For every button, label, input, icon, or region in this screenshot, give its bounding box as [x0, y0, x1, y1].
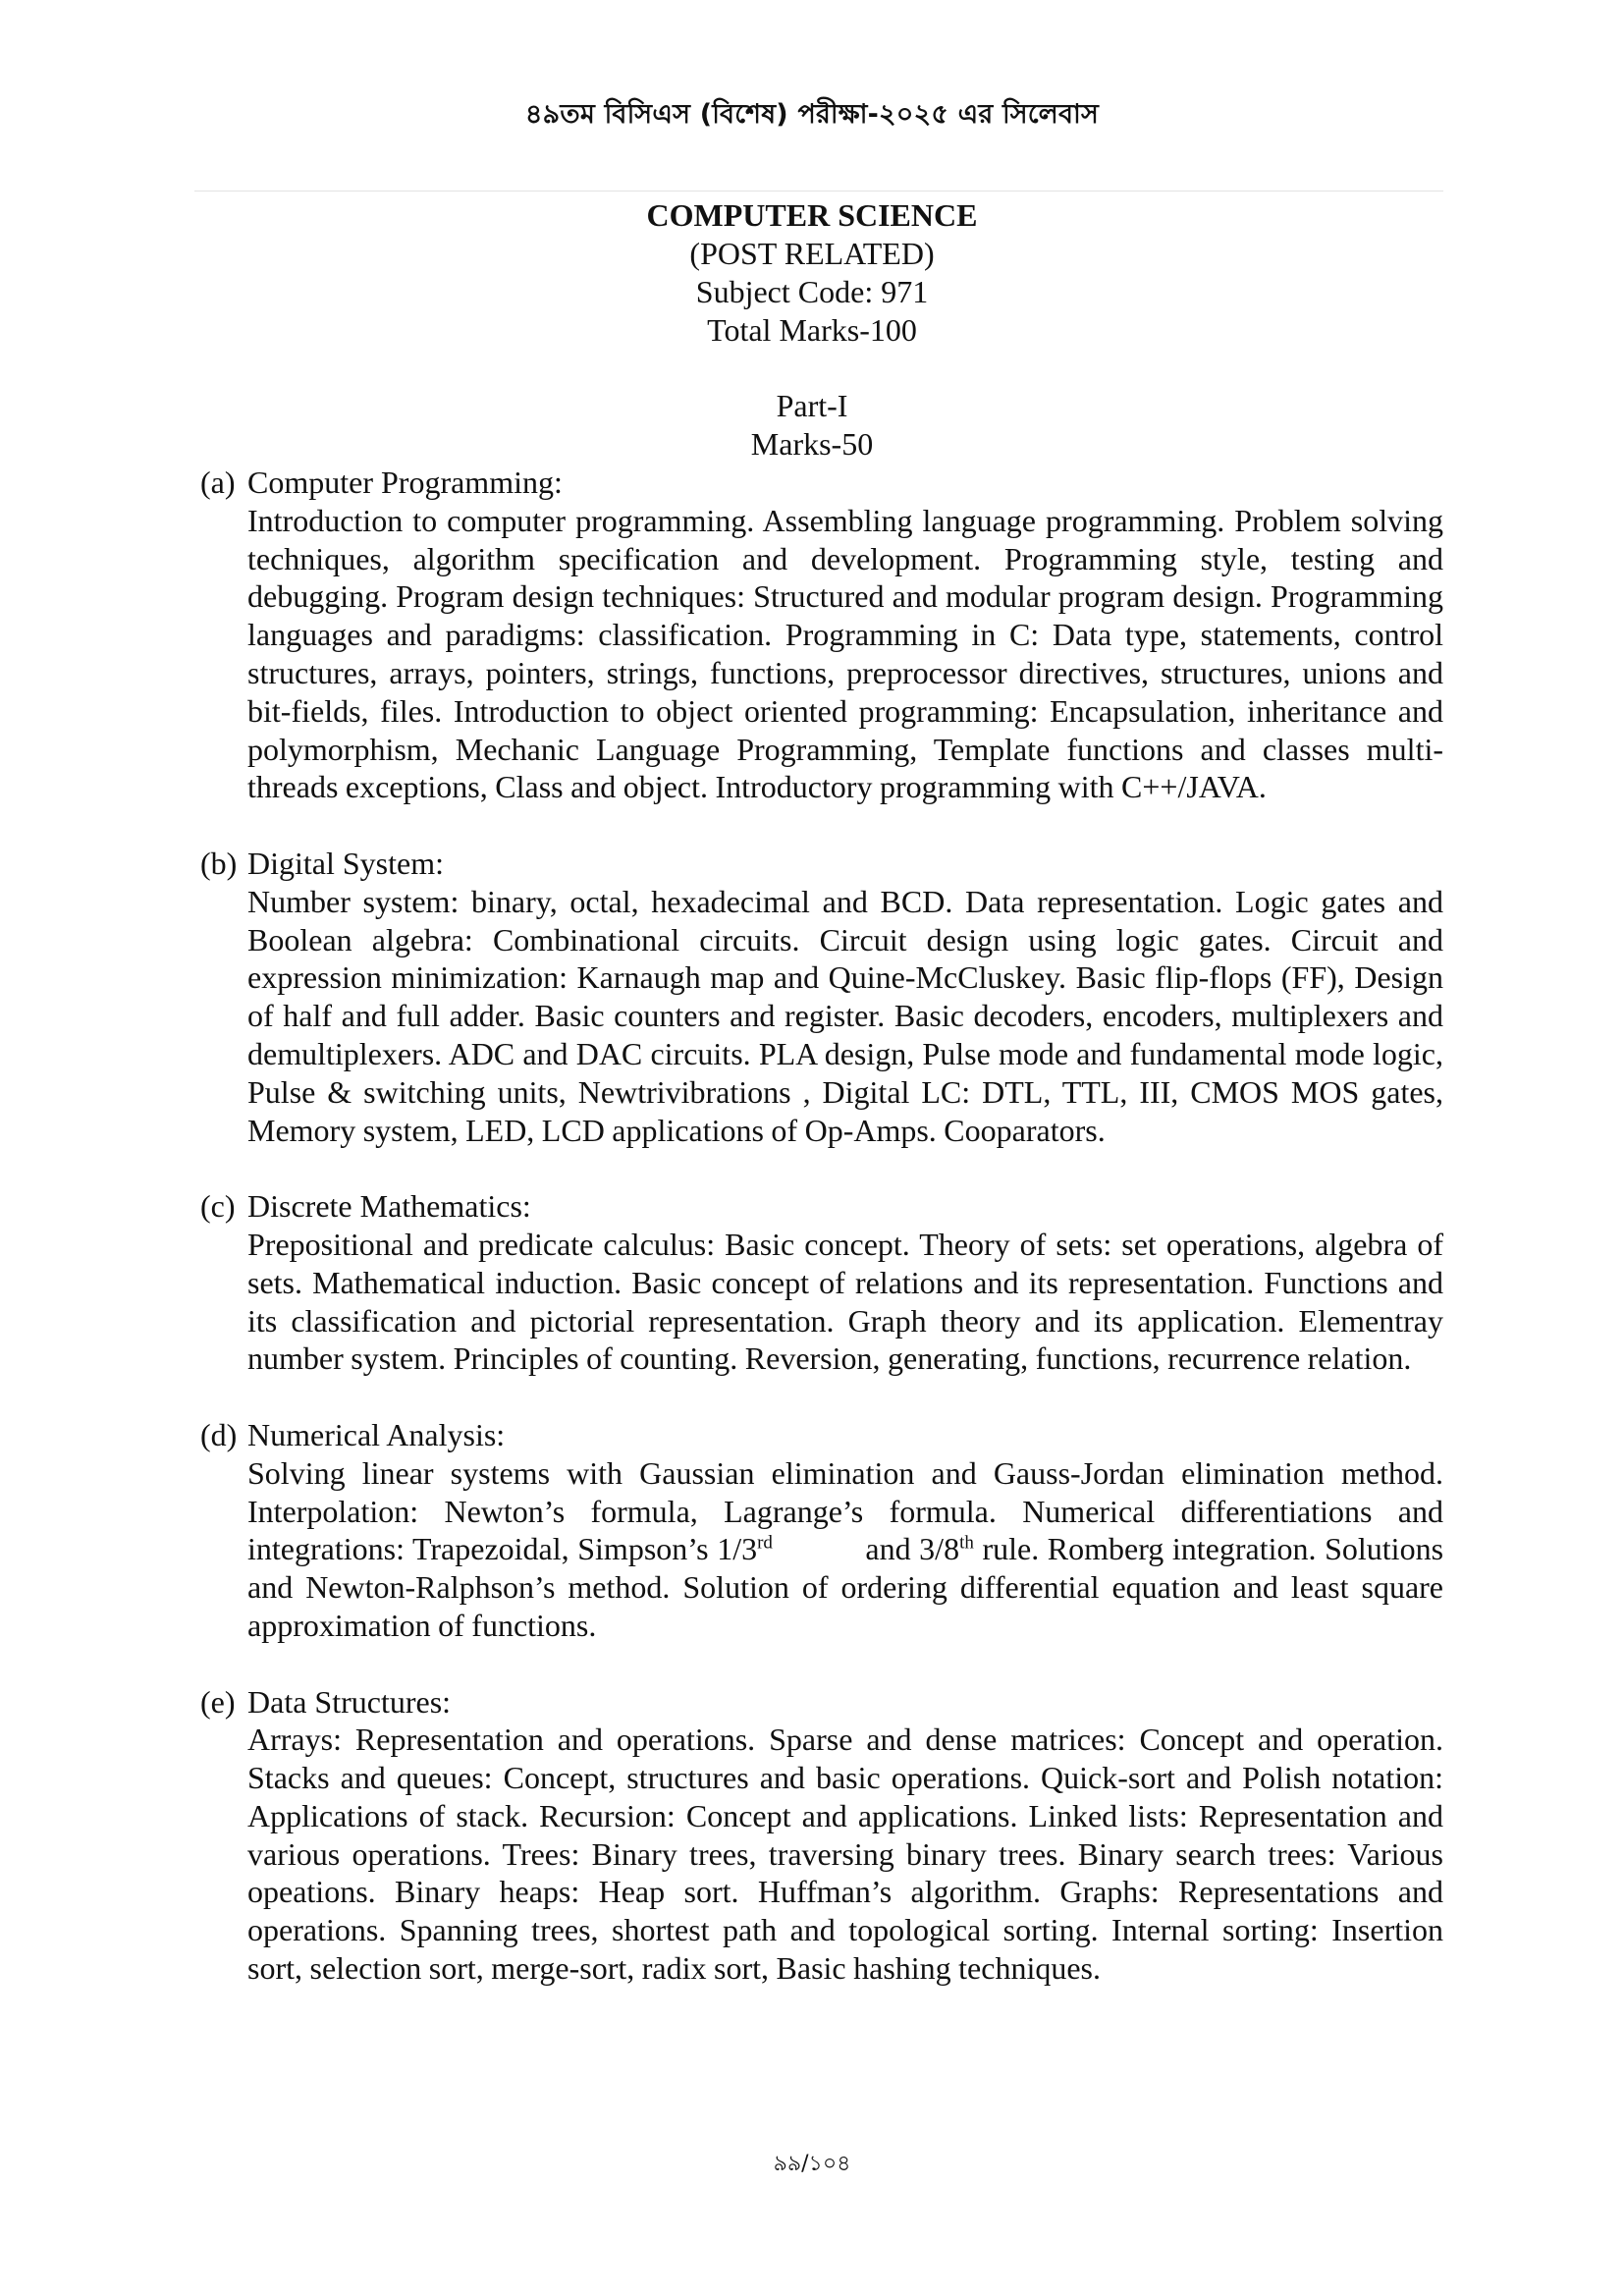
section-heading — [200, 464, 1443, 502]
section-marker: (b) — [200, 845, 238, 881]
subject-code: Subject Code: 971 — [695, 274, 929, 309]
superscript-ordinal: th — [959, 1532, 974, 1554]
section-body: Introduction to computer programming. Assembling language programming. Problem solving techniques, algorithm specification and development. Programming style, testing and debugging. Program design techniques: Structured and modular program design. Programming languages and paradigms: classification. Programming in C: Data type, statements, control structures, arrays, pointers, strings, functions, preprocessor directives, structures, unions and bit-fields, files. Introduction to object oriented programming: Encapsulation, inheritance and polymorphism, Mechanic Language Programming, Template functions and classes multi-threads exceptions, Class and object. Introductory programming with C++/JAVA. — [247, 502, 1443, 805]
section-title: Discrete Mathematics: — [247, 1188, 531, 1225]
section-body: Arrays: Representation and operations. Sparse and dense matrices: Concept and operation. Stacks and queues: Concept, structures and basic operations. Quick-sort and Polish notation: Applications of stack. Recursion: Concept and applications. Linked lists: Representation and various operations. Trees: Binary trees, traversing binary trees. Binary search trees: Various opeations. Binary heaps: Heap sort. Huffman’s algorithm. Graphs: Representations and operations. Spanning trees, shortest path and topological sorting. Internal sorting: Insertion sort, selection sort, merge-sort, radix sort, Basic hashing techniques. — [247, 1722, 1443, 1987]
section-body: Number system: binary, octal, hexadecimal and BCD. Data representation. Logic gates and Boolean algebra: Combinational circuits. Circuit design using logic gates. Circuit and expression minimization: Karnaugh map and Quine-McCluskey. Basic flip-flops (FF), Design of half and full adder. Basic counters and register. Basic decoders, encoders, multiplexers and demultiplexers. ADC and DAC circuits. PLA design, Pulse mode and fundamental mode logic, Pulse & switching units, Newtrivibrations , Digital LC: DTL, TTL, III, CMOS MOS gates, Memory system, LED, LCD applications of Op-Amps. Cooparators. — [247, 883, 1443, 1148]
section-marker: (a) — [200, 465, 236, 500]
part-heading — [0, 387, 1624, 464]
section-marker: (e) — [200, 1683, 236, 1720]
part-label: Part-I — [776, 388, 848, 423]
section-title: Data Structures: — [247, 1683, 452, 1720]
section-marker: (d) — [200, 1416, 238, 1452]
section-computer-programming — [200, 464, 1443, 806]
subject-title: COMPUTER SCIENCE — [646, 197, 978, 233]
section-heading — [200, 1187, 1443, 1226]
section-digital-system — [200, 845, 1443, 1149]
section-heading — [200, 845, 1443, 883]
section-data-structures — [200, 1683, 1443, 1988]
subject-category: (POST RELATED) — [689, 236, 935, 271]
section-heading — [200, 1416, 1443, 1454]
section-title: Computer Programming: — [247, 465, 563, 500]
subject-heading — [0, 196, 1624, 350]
section-body: Prepositional and predicate calculus: Basic concept. Theory of sets: set operations, algebra of sets. Mathematical induction. Basic concept of relations and its representation. Functions and its classification and pictorial representation. Graph theory and its application. Elementray number system. Principles of counting. Reversion, generating, functions, recurrence relation. — [247, 1226, 1443, 1377]
section-discrete-mathematics — [200, 1187, 1443, 1378]
part-marks: Marks-50 — [750, 426, 874, 462]
section-heading — [200, 1683, 1443, 1722]
section-title: Numerical Analysis: — [247, 1416, 506, 1452]
page-header-title: ৪৯তম বিসিএস (বিশেষ) পরীক্ষা-২০২৫ এর সিলেবাস — [524, 99, 1100, 130]
section-body-text: rule. Romberg integration. Solutions and Newton-Ralphson’s method. Solution of ordering differential equation and least square approximation of functions. — [247, 1531, 1444, 1643]
section-body-text: and 3/8 — [865, 1531, 960, 1567]
superscript-ordinal: rd — [757, 1532, 773, 1554]
section-body-text: Solving linear systems with Gaussian elimination and Gauss-Jordan elimination method. Interpolation: Newton’s formula, Lagrange’s formula. Numerical differentiations and integrations: Trapezoidal, Simpson’s 1/3 — [247, 1454, 1443, 1567]
subject-total-marks: Total Marks-100 — [707, 312, 917, 348]
section-title: Digital System: — [247, 845, 444, 881]
section-numerical-analysis — [200, 1416, 1443, 1645]
section-body — [200, 1454, 1443, 1645]
syllabus-sections — [200, 464, 1443, 1988]
page-number: ৯৯/১০৪ — [773, 2152, 851, 2176]
section-marker: (c) — [200, 1188, 236, 1225]
